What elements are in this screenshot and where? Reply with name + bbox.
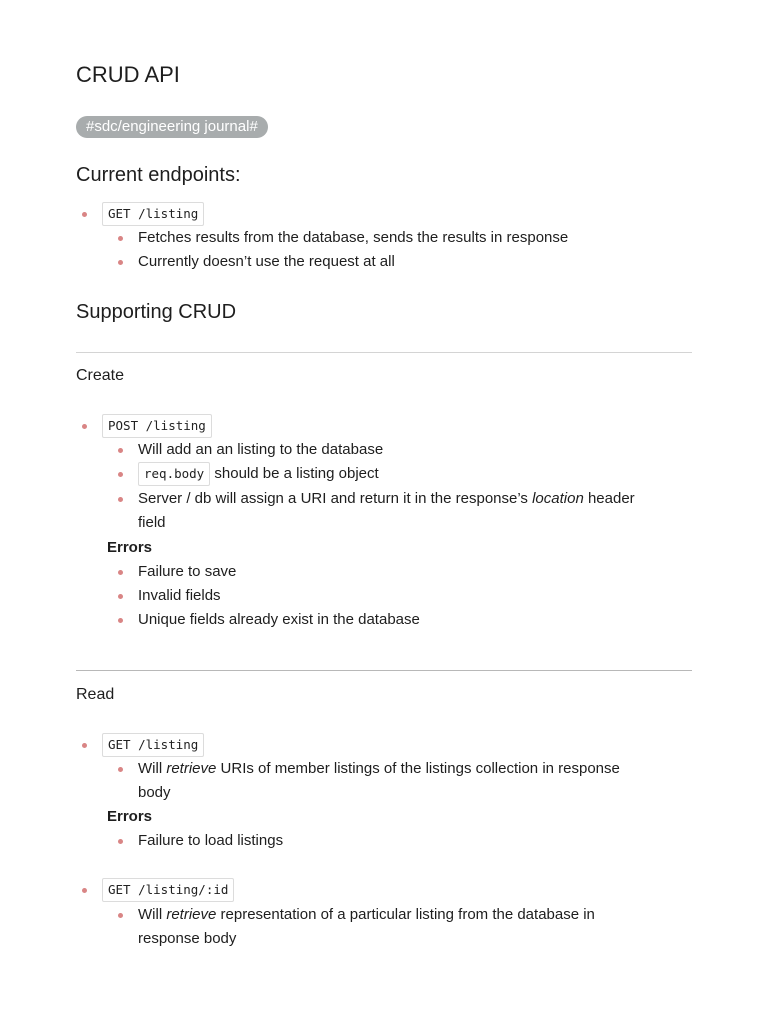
bullet-icon: [118, 913, 123, 918]
bullet-icon: [118, 767, 123, 772]
bullet-icon: [118, 594, 123, 599]
endpoint-code: GET /listing: [102, 733, 204, 757]
list-item-continuation: response body: [138, 930, 237, 947]
bullet-icon: [118, 260, 123, 265]
bullet-icon: [118, 570, 123, 575]
list-item: [138, 757, 620, 781]
list-item-text: Failure to save: [138, 563, 237, 580]
list-item-text: Fetches results from the database, sends the results in response: [138, 229, 569, 246]
list-item-continuation: field: [138, 514, 166, 531]
list-item: [138, 903, 595, 927]
bullet-icon: [118, 448, 123, 453]
list-item-text: URIs of member listings of the listings collection in response: [216, 760, 620, 777]
list-item-text: Currently doesn’t use the request at all: [138, 253, 395, 270]
list-item-text: Unique fields already exist in the database: [138, 611, 420, 628]
list-item-text: Failure to load listings: [138, 832, 284, 849]
inline-code: req.body: [138, 462, 210, 486]
create-heading: Create: [76, 367, 125, 384]
bullet-icon: [118, 618, 123, 623]
list-item: [138, 829, 283, 853]
divider: [76, 352, 692, 353]
errors-label: Errors: [107, 539, 153, 556]
errors-label: Errors: [107, 808, 153, 825]
list-item-text: should be a listing object: [210, 465, 379, 482]
current-endpoints-heading: Current endpoints:: [76, 164, 241, 186]
emphasis-text: retrieve: [166, 760, 217, 777]
list-item: [138, 560, 236, 584]
emphasis-text: retrieve: [166, 906, 217, 923]
list-item-text: Server / db will assign a URI and return it in the response’s: [138, 490, 533, 507]
list-item: [138, 226, 568, 250]
bullet-icon: [82, 743, 87, 748]
endpoint-code: GET /listing: [102, 202, 204, 226]
bullet-icon: [118, 497, 123, 502]
emphasis-text: location: [532, 490, 584, 507]
list-item-text: representation of a particular listing from the database in: [216, 906, 595, 923]
journal-tag[interactable]: #sdc/engineering journal#: [76, 116, 268, 138]
list-item: [102, 878, 234, 902]
list-item: [138, 608, 420, 632]
bullet-icon: [118, 236, 123, 241]
list-item: [102, 202, 204, 226]
list-item-text: Will add an an listing to the database: [138, 441, 384, 458]
supporting-crud-heading: Supporting CRUD: [76, 301, 237, 323]
page-title: CRUD API: [76, 62, 180, 87]
list-item: [138, 584, 221, 608]
list-item-text: header: [583, 490, 635, 507]
list-item: [102, 414, 212, 438]
bullet-icon: [118, 472, 123, 477]
bullet-icon: [82, 424, 87, 429]
bullet-icon: [82, 888, 87, 893]
list-item-continuation: body: [138, 784, 171, 801]
endpoint-code: GET /listing/:id: [102, 878, 234, 902]
list-item: [138, 462, 379, 486]
list-item-text: Will: [138, 906, 167, 923]
list-item: [138, 438, 383, 462]
list-item-text: Will: [138, 760, 167, 777]
list-item: [138, 487, 635, 511]
read-heading: Read: [76, 686, 115, 703]
endpoint-code: POST /listing: [102, 414, 212, 438]
list-item: [102, 733, 204, 757]
bullet-icon: [82, 212, 87, 217]
bullet-icon: [118, 839, 123, 844]
list-item: [138, 250, 395, 274]
divider: [76, 670, 692, 671]
list-item-text: Invalid fields: [138, 587, 221, 604]
